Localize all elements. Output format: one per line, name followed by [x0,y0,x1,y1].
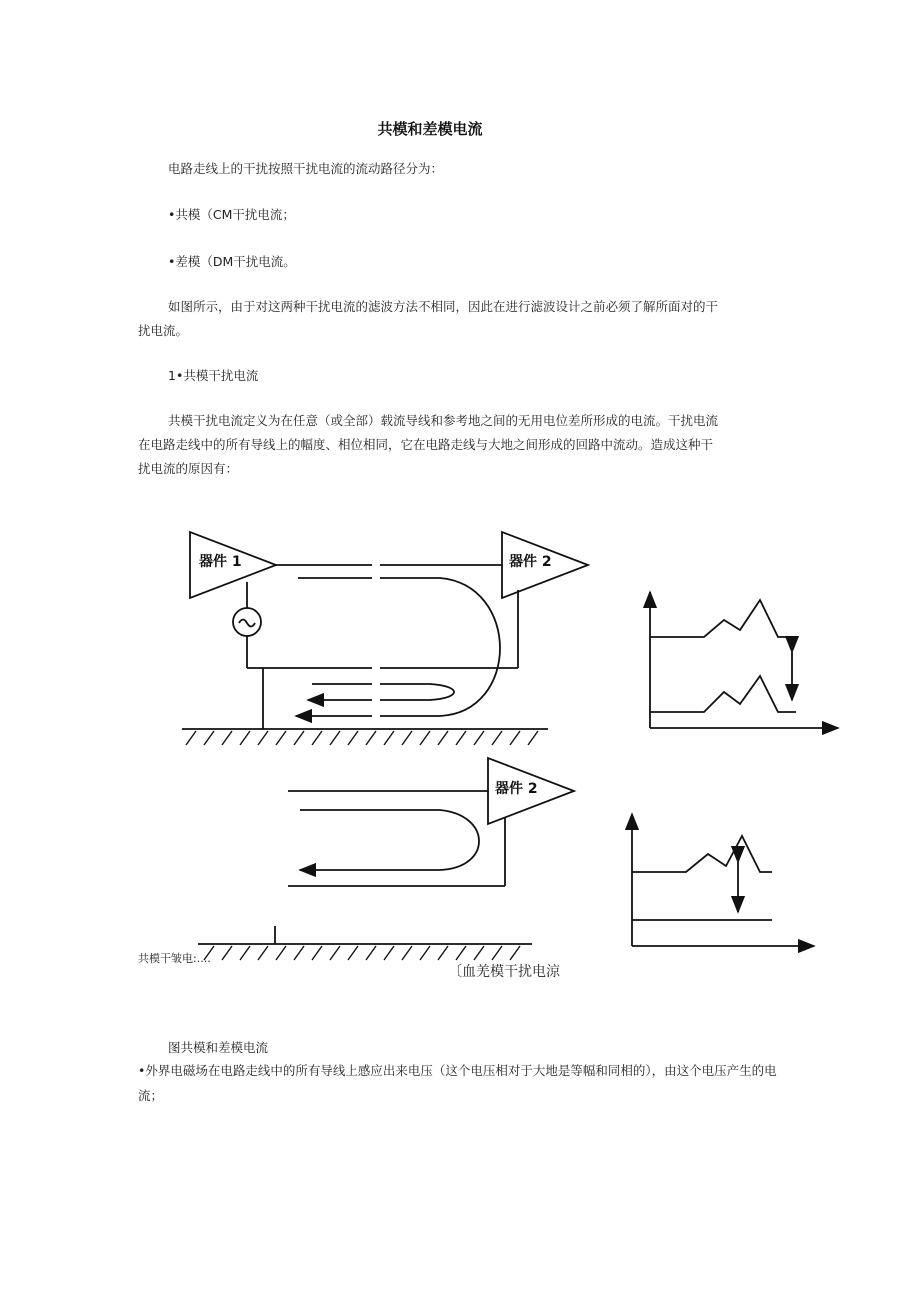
device2-label: 器件 2 [509,554,552,570]
page-title: 共模和差模电流 [377,120,483,138]
section-heading-cm: 1•共模干扰电流 [168,368,259,383]
para3-line1: •外界电磁场在电路走线中的所有导线上感应出来电压（这个电压相对于大地是等幅和同相的），由这个电压产生的电 [138,1063,777,1078]
intro-text: 电路走线上的干扰按照干扰电流的流动路径分为： [168,161,444,176]
figure-label-dm: 〔血羌模干扰电涼 [448,964,560,980]
ground-hatch-lower [204,946,520,960]
para2-line2: 在电路走线中的所有导线上的幅度、相位相同，它在电路走线与大地之间形成的回路中流动。造成这种干 [138,437,714,452]
waveform-graph-lower [632,814,814,946]
para2-line3: 扰电流的原因有： [138,461,239,476]
figure-label-cm: 共模干皱电:.... [138,952,211,965]
para1-line2: 扰电流。 [138,323,189,338]
para2-line1: 共模干扰电流定义为在任意（或全部）载流导线和参考地之间的无用电位差所形成的电流。干扰电流 [168,413,719,428]
device1-label: 器件 1 [199,554,242,570]
bullet-dm: •差模（DM干扰电流。 [168,254,296,269]
waveform-graph-upper [650,592,838,728]
figure-caption: 图共模和差模电流 [168,1040,269,1055]
para3-line2: 流； [138,1088,164,1103]
bullet-cm: •共模（CM干扰电流； [168,207,295,222]
device2b-label: 器件 2 [495,781,538,797]
ground-hatch-upper [186,731,538,745]
para1-line1: 如图所示，由于对这两种干扰电流的滤波方法不相同，因此在进行滤波设计之前必须了解所面对的干 [168,299,719,314]
